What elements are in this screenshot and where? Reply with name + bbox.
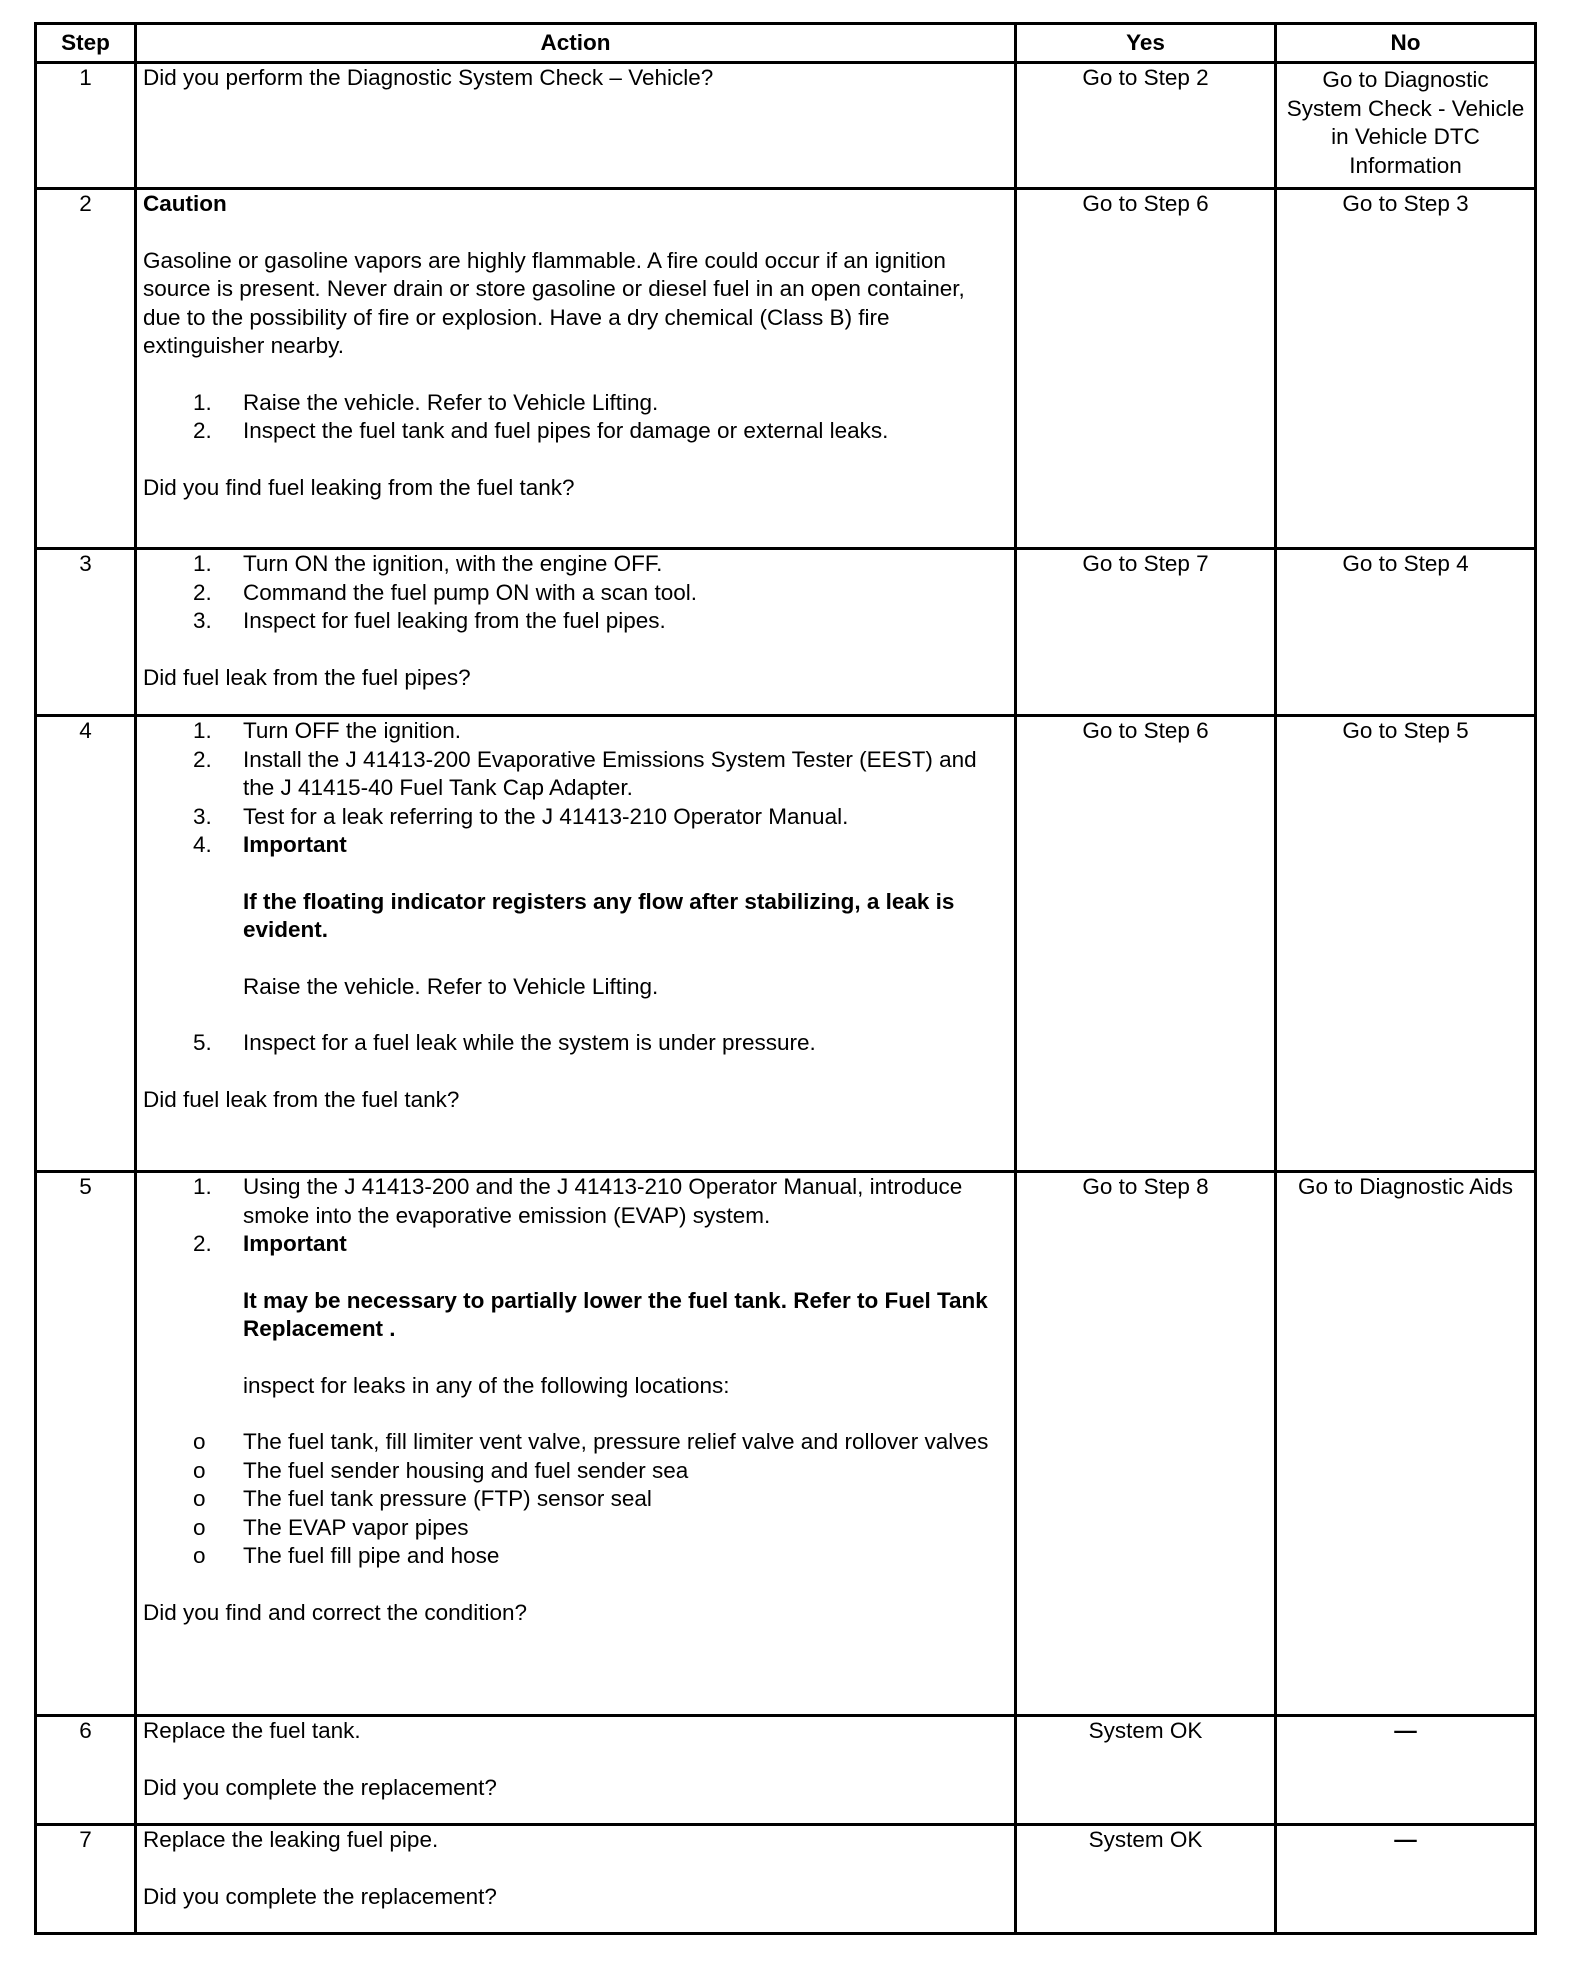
no-cell: Go to Diagnostic Aids (1276, 1172, 1536, 1716)
action-cell (136, 1716, 1016, 1825)
list-item: o The fuel fill pipe and hose (193, 1543, 500, 1568)
table-row (36, 1825, 1536, 1934)
action-cell (136, 716, 1016, 1172)
question-text: Did you perform the Diagnostic System Check – Vehicle? (143, 65, 714, 90)
list-item: 2. Important It may be necessary to partially lower the fuel tank. Refer to Fuel Tank Replacement . inspect for leaks in any of the following locations: (143, 1230, 1008, 1428)
step-number: 6 (36, 1716, 136, 1825)
yes-cell: Go to Step 7 (1016, 549, 1276, 716)
step-number: 4 (36, 716, 136, 1172)
table-row (36, 716, 1536, 1172)
table-row (36, 1172, 1536, 1716)
action-cell (136, 1172, 1016, 1716)
header-row (36, 24, 1536, 63)
table-row (36, 549, 1536, 716)
list-item: o The fuel tank, fill limiter vent valve, pressure relief valve and rollover valves (193, 1429, 989, 1454)
instruction-text: Replace the leaking fuel pipe. (143, 1827, 439, 1852)
no-cell: Go to Diagnostic System Check - Vehicle in Vehicle DTC Information (1276, 63, 1536, 189)
instruction-text: Raise the vehicle. Refer to Vehicle Lifting. (243, 973, 659, 999)
step-number: 3 (36, 549, 136, 716)
instruction-text: Replace the fuel tank. (143, 1718, 361, 1743)
procedure-list (143, 717, 1008, 1058)
no-cell (1276, 1716, 1536, 1825)
header-action: Action (136, 24, 1016, 63)
important-label: Important (243, 832, 347, 857)
no-cell: Go to Step 3 (1276, 189, 1536, 549)
procedure-list (143, 1173, 1008, 1428)
procedure-list (143, 550, 1008, 636)
procedure-list (143, 389, 1008, 446)
action-cell (136, 549, 1016, 716)
important-text: If the floating indicator registers any flow after stabilizing, a leak is evident. (243, 888, 955, 942)
action-cell (136, 63, 1016, 189)
list-item: 4. Important If the floating indicator registers any flow after stabilizing, a leak is evident. Raise the vehicle. Refer to Vehicle Lifting. (143, 831, 1008, 1029)
list-item: 2. Install the J 41413-200 Evaporative Emissions System Tester (EEST) and the J 41415-40 Fuel Tank Cap Adapter. (193, 746, 977, 800)
list-item: o The EVAP vapor pipes (193, 1514, 469, 1540)
location-list (143, 1428, 1008, 1571)
list-item: 1. Using the J 41413-200 and the J 41413-210 Operator Manual, introduce smoke into the evaporative emission (EVAP) system. (193, 1174, 963, 1228)
question-text: Did you complete the replacement? (143, 1883, 497, 1909)
step-number: 5 (36, 1172, 136, 1716)
no-cell: Go to Step 5 (1276, 716, 1536, 1172)
list-item: 2. Command the fuel pump ON with a scan tool. (193, 579, 697, 605)
question-text: Did you find and correct the condition? (143, 1599, 527, 1625)
diagnostic-table (34, 22, 1537, 1935)
header-no: No (1276, 24, 1536, 63)
yes-cell: Go to Step 6 (1016, 189, 1276, 549)
list-item: 1. Turn OFF the ignition. (193, 718, 462, 743)
action-cell (136, 189, 1016, 549)
table-row (36, 189, 1536, 549)
question-text: Did you complete the replacement? (143, 1774, 497, 1800)
table-row (36, 63, 1536, 189)
list-item: o The fuel sender housing and fuel sender sea (193, 1457, 689, 1483)
table-row (36, 1716, 1536, 1825)
important-text: It may be necessary to partially lower the fuel tank. Refer to Fuel Tank Replacement . (243, 1287, 988, 1341)
caution-title: Caution (143, 191, 227, 216)
step-number: 1 (36, 63, 136, 189)
list-item: 1. Raise the vehicle. Refer to Vehicle Lifting. (193, 389, 659, 415)
question-text: Did you find fuel leaking from the fuel tank? (143, 474, 575, 500)
list-item: o The fuel tank pressure (FTP) sensor seal (193, 1486, 652, 1511)
header-yes: Yes (1016, 24, 1276, 63)
dash-mark: — (1394, 1827, 1417, 1852)
no-cell: Go to Step 4 (1276, 549, 1536, 716)
yes-cell: Go to Step 2 (1016, 63, 1276, 189)
list-item: 3. Inspect for fuel leaking from the fuel pipes. (193, 608, 666, 633)
yes-cell: System OK (1016, 1825, 1276, 1934)
action-cell (136, 1825, 1016, 1934)
instruction-text: inspect for leaks in any of the following locations: (243, 1372, 730, 1398)
step-number: 2 (36, 189, 136, 549)
list-item: 5. Inspect for a fuel leak while the system is under pressure. (193, 1030, 816, 1055)
dash-mark: — (1394, 1718, 1417, 1743)
list-item: 1. Turn ON the ignition, with the engine OFF. (193, 551, 663, 576)
yes-cell: Go to Step 6 (1016, 716, 1276, 1172)
question-text: Did fuel leak from the fuel pipes? (143, 664, 471, 690)
step-number: 7 (36, 1825, 136, 1934)
header-step: Step (36, 24, 136, 63)
yes-cell: System OK (1016, 1716, 1276, 1825)
no-cell (1276, 1825, 1536, 1934)
yes-cell: Go to Step 8 (1016, 1172, 1276, 1716)
important-label: Important (243, 1231, 347, 1256)
list-item: 2. Inspect the fuel tank and fuel pipes for damage or external leaks. (193, 418, 889, 443)
question-text: Did fuel leak from the fuel tank? (143, 1086, 460, 1112)
caution-text: Gasoline or gasoline vapors are highly flammable. A fire could occur if an ignition source is present. Never drain or store gasoline or diesel fuel in an open container, due to the possibility of fire or explosion. Have a dry chemical (Class B) fire extinguisher nearby. (143, 247, 965, 358)
list-item: 3. Test for a leak referring to the J 41413-210 Operator Manual. (193, 803, 849, 829)
